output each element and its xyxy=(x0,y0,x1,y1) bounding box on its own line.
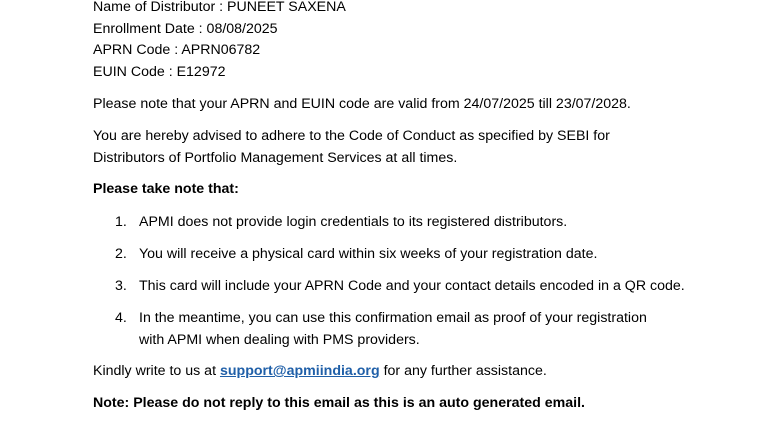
list-item xyxy=(93,276,733,298)
notes-heading: Please take note that: xyxy=(93,181,239,198)
notes-list xyxy=(93,212,733,352)
email-body xyxy=(93,0,733,414)
list-item xyxy=(93,212,733,234)
contact-line xyxy=(93,361,733,383)
list-item xyxy=(93,308,733,351)
registration-details xyxy=(93,0,733,83)
list-number: 2. xyxy=(115,245,127,262)
list-number: 3. xyxy=(115,278,127,295)
list-text: In the meantime, you can use this confirmation email as proof of your registration xyxy=(139,310,647,327)
list-number: 4. xyxy=(115,310,127,327)
list-number: 1. xyxy=(115,213,127,230)
advice-line: Distributors of Portfolio Management Services at all times. xyxy=(93,149,458,166)
contact-prefix: Kindly write to us at xyxy=(93,363,220,380)
euin-code: EUIN Code : E12972 xyxy=(93,63,226,80)
list-text: This card will include your APRN Code and your contact details encoded in a QR code. xyxy=(139,278,685,295)
validity-text: Please note that your APRN and EUIN code are valid from 24/07/2025 till 23/07/2028. xyxy=(93,96,631,113)
list-item xyxy=(93,244,733,266)
list-text: APMI does not provide login credentials to its registered distributors. xyxy=(139,213,568,230)
distributor-name: Name of Distributor : PUNEET SAXENA xyxy=(93,0,346,15)
aprn-code: APRN Code : APRN06782 xyxy=(93,42,261,59)
enrollment-date: Enrollment Date : 08/08/2025 xyxy=(93,20,278,37)
contact-suffix: for any further assistance. xyxy=(379,363,547,380)
auto-generated-note: Note: Please do not reply to this email as this is an auto generated email. xyxy=(93,394,585,411)
list-text: You will receive a physical card within six weeks of your registration date. xyxy=(139,245,598,262)
list-text: with APMI when dealing with PMS providers. xyxy=(139,331,420,348)
advice-paragraph xyxy=(93,126,733,169)
support-email-link[interactable]: support@apmiindia.org xyxy=(219,363,380,380)
advice-line: You are hereby advised to adhere to the Code of Conduct as specified by SEBI for xyxy=(93,127,610,144)
